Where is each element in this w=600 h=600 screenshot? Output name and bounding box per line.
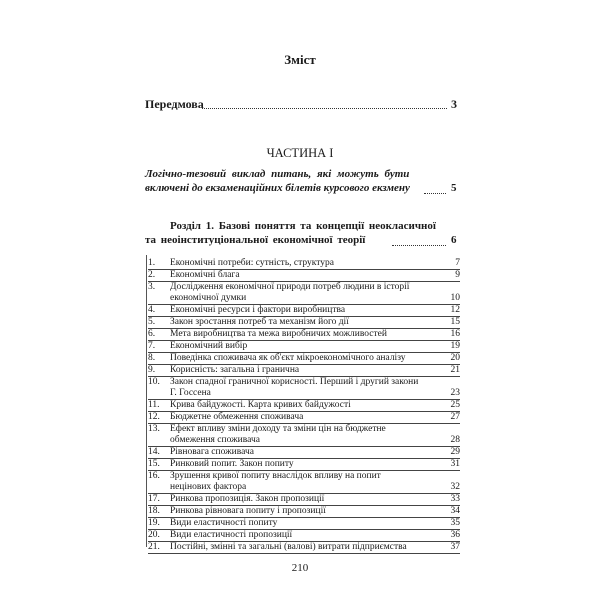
toc-item-line (148, 447, 460, 458)
toc-item-line (148, 542, 460, 553)
toc-item-title: Поведінка споживача як об'єкт мікроекономічного аналізу (170, 353, 406, 363)
preface-leader (202, 108, 447, 109)
toc-item (148, 365, 460, 376)
toc-item (148, 530, 460, 541)
toc-item-number: 21. (148, 542, 160, 552)
toc-item-page: 29 (450, 447, 460, 457)
toc-item (148, 459, 460, 470)
section-line2: та неоінституціональної економічної теорії (145, 234, 366, 246)
toc-item-number: 11. (148, 400, 160, 410)
preface-page: 3 (451, 97, 457, 111)
section-page: 6 (451, 234, 457, 246)
toc-item-title: Мета виробництва та межа виробничих можливостей (170, 329, 387, 339)
toc-item-title: Ринковий попит. Закон попиту (170, 459, 294, 469)
toc-item-line (148, 282, 460, 293)
toc-item-page: 9 (455, 270, 460, 280)
toc-item-line (148, 341, 460, 352)
toc-item-number: 16. (148, 471, 160, 481)
toc-item-line (148, 305, 460, 316)
toc-item-line (148, 482, 460, 493)
toc-item (148, 518, 460, 529)
toc-item-line (148, 518, 460, 529)
toc-item-title: Види еластичності пропозиції (170, 530, 293, 540)
toc-item-number: 7. (148, 341, 156, 351)
toc-item-number: 19. (148, 518, 160, 528)
toc-item-page: 25 (450, 400, 460, 410)
toc-item-page: 33 (450, 494, 460, 504)
toc-item (148, 282, 460, 304)
left-rule (146, 255, 147, 547)
toc-item-line (148, 293, 460, 304)
toc-item-title: Закон зростання потреб та механізм його дії (170, 317, 349, 327)
toc-item-line (148, 365, 460, 376)
toc-item-line (148, 459, 460, 470)
toc-item (148, 542, 460, 553)
toc-item-line (148, 400, 460, 411)
toc-item-line (148, 471, 460, 482)
toc-item-page: 21 (450, 365, 460, 375)
toc-item-line (148, 530, 460, 541)
toc-item (148, 471, 460, 493)
toc-item-number: 9. (148, 365, 156, 375)
toc-item-page: 15 (450, 317, 460, 327)
toc-item-line (148, 424, 460, 435)
toc-item-line (148, 388, 460, 399)
toc-item (148, 377, 460, 399)
part-heading: ЧАСТИНА І (266, 146, 334, 160)
toc-item-line (148, 258, 460, 269)
toc-item (148, 317, 460, 328)
toc-item-page: 36 (450, 530, 460, 540)
toc-item-title: Ефект впливу зміни доходу та зміни цін на бюджетне (170, 424, 386, 434)
toc-item (148, 258, 460, 269)
part-intro-page: 5 (451, 182, 457, 194)
toc-item (148, 494, 460, 505)
toc-item-line (148, 329, 460, 340)
toc-item-title: Бюджетне обмеження споживача (170, 412, 304, 422)
toc-item-number: 1. (148, 258, 156, 268)
toc-item-number: 12. (148, 412, 160, 422)
toc-item-number: 14. (148, 447, 160, 457)
toc-item-number: 10. (148, 377, 160, 387)
toc-item-page: 16 (450, 329, 460, 339)
toc-item-title: Зрушення кривої попиту внаслідок впливу на попит (170, 471, 381, 481)
toc-item-page: 23 (450, 388, 460, 398)
section-line1: Розділ 1. Базові поняття та концепції неокласичної (170, 220, 436, 232)
toc-item-title: Ринкова рівновага попиту і пропозиції (170, 506, 326, 516)
toc-item (148, 424, 460, 446)
toc-item (148, 270, 460, 281)
toc-item-number: 2. (148, 270, 156, 280)
toc-item-page: 35 (450, 518, 460, 528)
toc-item (148, 353, 460, 364)
toc-item-number: 18. (148, 506, 160, 516)
toc-item (148, 506, 460, 517)
toc-item-title: економічної думки (170, 293, 247, 303)
toc-item-page: 27 (450, 412, 460, 422)
toc-item-number: 5. (148, 317, 156, 327)
section-leader (392, 245, 446, 246)
toc-item-line (148, 353, 460, 364)
toc-item (148, 341, 460, 352)
toc-item-number: 15. (148, 459, 160, 469)
page-number: 210 (291, 562, 309, 574)
toc-item-line (148, 435, 460, 446)
toc-item-title: Дослідження економічної природи потреб людини в історії (170, 282, 410, 292)
toc-item-title: Рівновага споживача (170, 447, 254, 457)
toc-item-title: Види еластичності попиту (170, 518, 278, 528)
toc-item-number: 20. (148, 530, 160, 540)
toc-item-title: Закон спадної граничної корисності. Перший і другий закони (170, 377, 419, 387)
toc-item-title: Корисність: загальна і гранична (170, 365, 300, 375)
toc-item-title: Ринкова пропозиція. Закон пропозиції (170, 494, 325, 504)
toc-item (148, 412, 460, 423)
toc-item-page: 37 (450, 542, 460, 552)
toc-item-page: 10 (450, 293, 460, 303)
toc-item-underline (148, 553, 460, 554)
toc-item-page: 20 (450, 353, 460, 363)
toc-item-page: 7 (455, 258, 460, 268)
toc-item-line (148, 506, 460, 517)
toc-item (148, 329, 460, 340)
toc-item-page: 12 (450, 305, 460, 315)
toc-item-number: 3. (148, 282, 156, 292)
toc-item-number: 6. (148, 329, 156, 339)
toc-item-line (148, 412, 460, 423)
part-intro-line1: Логічно-тезовий виклад питань, які можуть бути (145, 168, 410, 180)
toc-item-title: Економічні ресурси і фактори виробництва (170, 305, 346, 315)
contents-title: Зміст (284, 52, 316, 67)
toc-item-line (148, 494, 460, 505)
toc-item-title: Постійні, змінні та загальні (валові) витрати підприємства (170, 542, 407, 552)
toc-item (148, 400, 460, 411)
toc-item-page: 28 (450, 435, 460, 445)
toc-item-page: 31 (450, 459, 460, 469)
toc-item (148, 447, 460, 458)
part-intro-leader (424, 193, 446, 194)
toc-item-title: Економічні потреби: сутність, структура (170, 258, 335, 268)
toc-item-page: 19 (450, 341, 460, 351)
toc-item-line (148, 317, 460, 328)
toc-item-title: Г. Госсена (170, 388, 211, 398)
part-intro-line2: включені до екзаменаційних білетів курсового екзмену (145, 182, 410, 194)
toc-item-line (148, 377, 460, 388)
toc-item-number: 17. (148, 494, 160, 504)
toc-item-title: обмеження споживача (170, 435, 260, 445)
toc-item-page: 32 (450, 482, 460, 492)
toc-item (148, 305, 460, 316)
toc-item-title: Економічні блага (170, 270, 240, 280)
toc-item-number: 13. (148, 424, 160, 434)
toc-item-page: 34 (450, 506, 460, 516)
toc-item-number: 4. (148, 305, 156, 315)
toc-item-title: Крива байдужості. Карта кривих байдужості (170, 400, 351, 410)
preface-label: Передмова (145, 97, 204, 111)
toc-item-title: Економічний вибір (170, 341, 248, 351)
toc-item-number: 8. (148, 353, 156, 363)
toc-item-title: нецінових фактора (170, 482, 247, 492)
toc-item-line (148, 270, 460, 281)
